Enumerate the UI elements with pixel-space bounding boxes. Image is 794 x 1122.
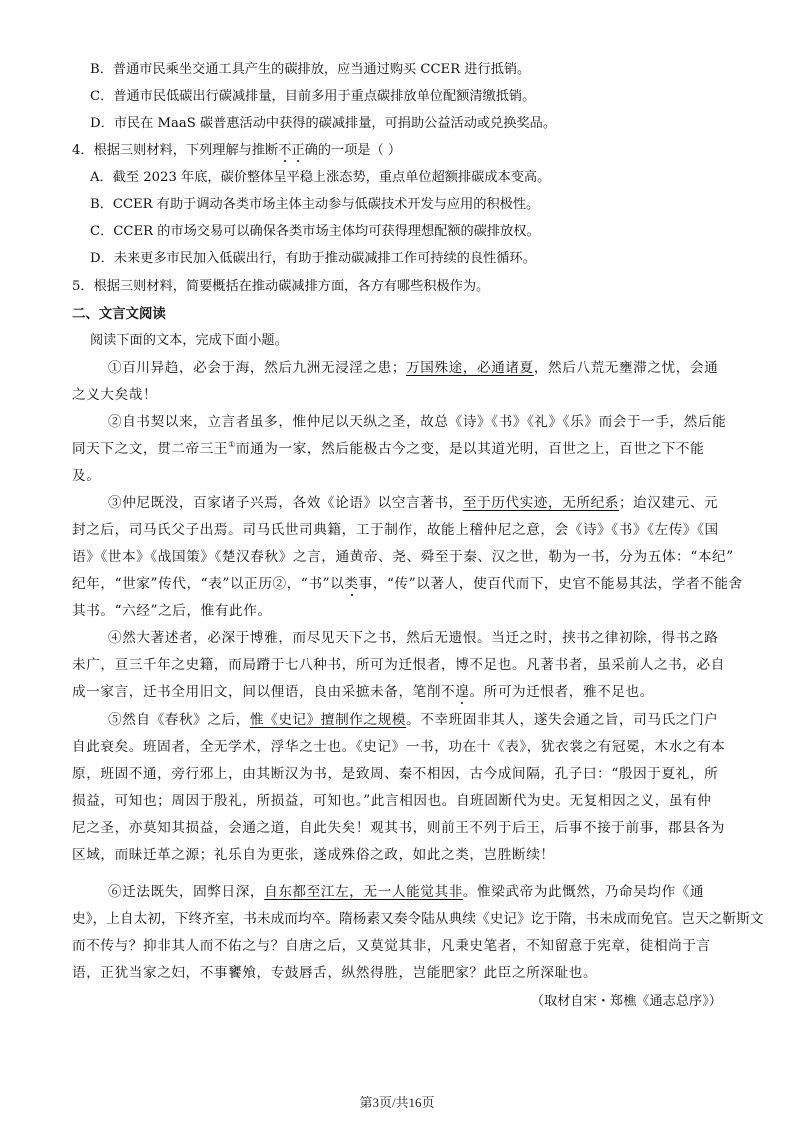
passage-line: 封之后，司马氏父子出焉。司马氏世司典籍，工于制作，故能上稽仲尼之意，会《诗》《书》《左传》《国	[72, 522, 719, 538]
passage-line: 语，正犹当家之妇，不事饔飧，专鼓唇舌，纵然得胜，岂能肥家？此臣之所深耻也。	[72, 965, 598, 981]
q3-option-d: D．市民在 MaaS 碳普惠活动中获得的碳减排量，可捐助公益活动或兑换奖品。	[90, 116, 557, 131]
passage-line: 之义大矣哉！	[72, 387, 158, 403]
passage-line: 损益，可知也；周因于殷礼，所损益，可知也。”此言相因也。自班固断代为史。无复相因之义，虽有仲	[72, 793, 712, 809]
passage-paragraph-1: ①百川异趋，必会于海，然后九洲无浸淫之患；万国殊途，必通诸夏，然后八荒无壅滞之忧，会通	[108, 360, 719, 376]
underlined-sentence: 惟《史记》擅制作之规模	[249, 712, 407, 728]
footnote-marker: ②	[272, 576, 287, 592]
passage-paragraph-5: ⑤然自《春秋》之后，惟《史记》擅制作之规模。不幸班固非其人，遂失会通之旨，司马氏之门户	[108, 712, 719, 728]
passage-line: 语》《世本》《战国策》《楚汉春秋》之言，通黄帝、尧、舜至于秦、汉之世，勒为一书，分为五体：“本纪”	[72, 549, 734, 565]
q4-option-d: D．未来更多市民加入低碳出行，有助于推动碳减排工作可持续的良性循环。	[90, 251, 536, 266]
underlined-sentence: 至于历代实迹，无所纪系	[462, 495, 619, 511]
passage-line: 未广，亘三千年之史籍，而局蹐于七八种书，所可为迁恨者，博不足也。凡著书者，虽采前人之书，必自	[72, 657, 725, 673]
underlined-sentence: 万国殊途，必通诸夏	[406, 360, 534, 376]
page-number: 第3页/共16页	[359, 1095, 435, 1110]
emphasis-mark: 类	[344, 576, 359, 592]
passage-paragraph-4: ④然大著述者，必深于博雅，而尽见天下之书，然后无遗恨。当迁之时，挟书之律初除，得书之路	[108, 630, 719, 646]
section-instructions: 阅读下面的文本，完成下面小题。	[90, 333, 288, 348]
underlined-sentence: 自东都至江左，无一人能觉其非	[264, 884, 463, 900]
q5-stem: 5．根据三则材料，简要概括在推动碳减排方面，各方有哪些积极作为。	[72, 279, 490, 294]
passage-line: 而不传与？抑非其人而不佑之与？自唐之后，又莫觉其非，凡秉史笔者，不知留意于宪章，徒相尚于言	[72, 938, 711, 954]
q4-stem: 4．根据三则材料，下列理解与推断不正确的一项是（ ）	[72, 143, 402, 158]
q4-option-c: C．CCER 的市场交易可以确保各类市场主体均可获得理想配额的碳排放权。	[90, 224, 540, 239]
passage-line: 纪年，“世家”传代，“表”以正历②，“书”以类事，“传”以著人，使百代而下，史官不能易其法，学者不能舍	[72, 576, 743, 592]
passage-paragraph-3: ③仲尼既没，百家诸子兴焉，各效《论语》以空言著书，至于历代实迹，无所纪系；迨汉建元、元	[108, 495, 719, 511]
section-heading: 二、文言文阅读	[72, 306, 166, 322]
passage-paragraph-2: ②自书契以来，立言者虽多，惟仲尼以天纵之圣，故总《诗》《书》《礼》《乐》而会于一手，然后能	[108, 414, 727, 430]
q4-option-a: A．截至 2023 年底，碳价整体呈平稳上涨态势，重点单位超额排碳成本变高。	[90, 170, 551, 185]
emphasis-mark: 正	[291, 143, 305, 158]
passage-source: （取材自宋・郑樵《通志总序》）	[530, 994, 722, 1009]
passage-line: 同天下之文，贯二帝三王①而通为一家，然后能极古今之变，是以其道光明，百世之上，百世之下不能	[72, 440, 705, 457]
passage-line: 及。	[72, 468, 101, 484]
q4-option-b: B．CCER 有助于调动各类市场主体主动参与低碳技术开发与应用的积极性。	[90, 197, 540, 212]
emphasis-mark: 遑	[455, 684, 470, 700]
passage-line: 史》，上自太初，下终齐室，书未成而均卒。隋杨素又奏令陆从典续《史记》讫于隋，书未成而免官。岂天之靳斯文	[72, 911, 764, 927]
passage-line: 尼之圣，亦莫知其损益，会通之道，自此失矣！观其书，则前王不列于后王，后事不接于前事，郡县各为	[72, 820, 725, 836]
footnote-marker: ①	[228, 440, 236, 449]
passage-line: 其书。“六经”之后，惟有此作。	[72, 603, 272, 619]
passage-line: 区域，而昧迁革之源；礼乐自为更张，遂成殊俗之政，如此之类，岂胜断续！	[72, 847, 555, 863]
passage-paragraph-6: ⑥迁法既失，固弊日深，自东都至江左，无一人能觉其非。惟梁武帝为此慨然，乃命吴均作《通	[108, 884, 705, 900]
passage-line: 成一家言，迁书全用旧文，间以俚语，良由采摭未备，笔削不遑。所可为迁恨者，雅不足也。	[72, 684, 654, 700]
emphasis-mark: 不	[278, 143, 292, 158]
q3-option-b: B．普通市民乘坐交通工具产生的碳排放，应当通过购买 CCER 进行抵销。	[90, 62, 531, 77]
passage-line: 原，班固不通，旁行邪上，由其断汉为书，是致周、秦不相因，古今成间隔，孔子曰：“殷因于夏礼，所	[72, 766, 719, 782]
passage-line: 自此衰矣。班固者，全无学术，浮华之士也。《史记》一书，功在十《表》，犹衣裳之有冠冕，木水之有本	[72, 739, 726, 755]
q3-option-c: C．普通市民低碳出行碳减排量，目前多用于重点碳排放单位配额清缴抵销。	[90, 89, 536, 104]
